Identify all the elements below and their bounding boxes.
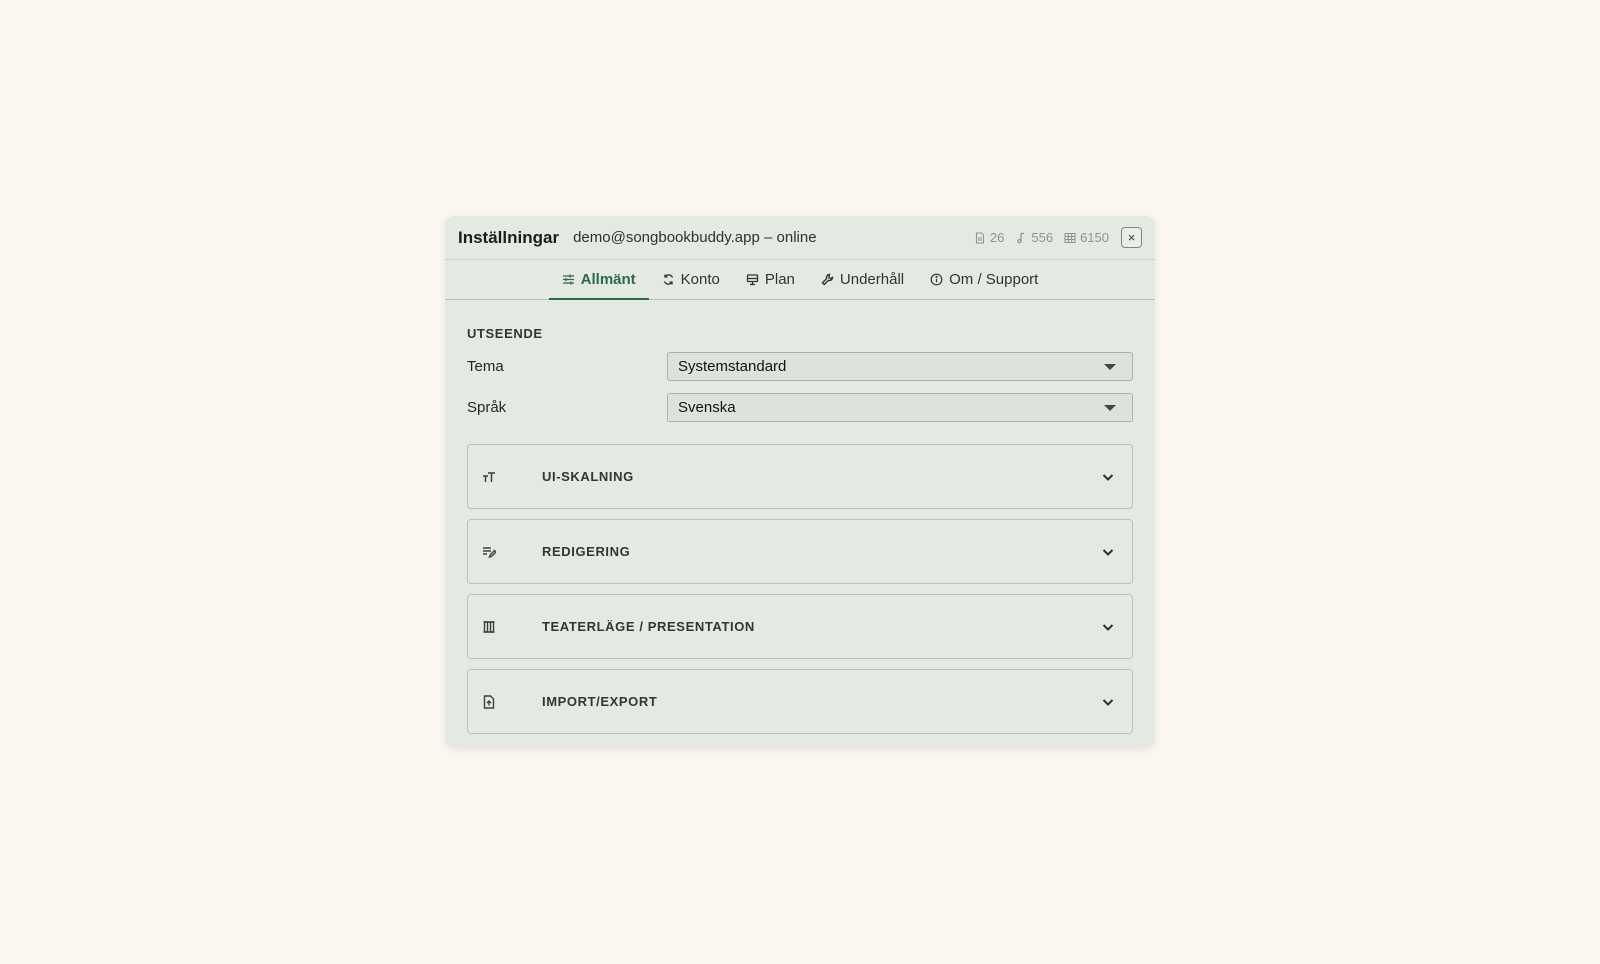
tab-konto[interactable]	[649, 260, 733, 299]
close-icon: ×	[1127, 230, 1136, 245]
stat-grid	[1064, 230, 1109, 245]
close-button[interactable]	[1121, 227, 1142, 248]
appearance-heading: UTSEENDE	[467, 326, 543, 341]
sync-icon	[662, 273, 675, 286]
tab-om-support[interactable]	[917, 260, 1051, 299]
tab-plan-label: Plan	[764, 271, 795, 288]
info-icon	[930, 273, 943, 286]
theme-select[interactable]	[667, 352, 1133, 381]
wrench-icon	[821, 273, 834, 286]
stats-bar	[974, 230, 1109, 245]
chevron-down-icon	[1100, 469, 1116, 485]
tab-konto-label: Konto	[680, 271, 720, 288]
settings-content	[445, 326, 1155, 734]
theme-row	[467, 351, 1133, 382]
stat-songs	[1015, 230, 1053, 245]
stat-grid-value: 6150	[1080, 230, 1109, 245]
theater-icon	[482, 620, 496, 634]
settings-sections	[467, 444, 1133, 734]
account-status: demo@songbookbuddy.app – online	[573, 229, 817, 246]
chevron-down-icon	[1100, 544, 1116, 560]
section-editing-label: REDIGERING	[542, 544, 631, 559]
caret-down-icon	[1104, 405, 1116, 411]
tab-underhall[interactable]	[808, 260, 917, 299]
settings-dialog	[445, 216, 1155, 748]
stat-songs-value: 556	[1031, 230, 1054, 245]
edit-lines-icon	[482, 545, 496, 559]
tab-plan[interactable]	[733, 260, 808, 299]
monitor-icon	[746, 273, 759, 286]
language-select[interactable]	[667, 393, 1133, 422]
stat-documents	[974, 230, 1004, 245]
section-editing[interactable]	[467, 519, 1133, 584]
tab-bar	[445, 260, 1155, 300]
dialog-title: Inställningar	[458, 227, 560, 247]
dialog-header	[445, 216, 1155, 260]
language-select-value: Svenska	[678, 399, 736, 416]
section-ui-scaling-label: UI-SKALNING	[542, 469, 634, 484]
music-note-icon	[1015, 232, 1027, 244]
grid-icon	[1064, 232, 1076, 244]
section-ui-scaling[interactable]	[467, 444, 1133, 509]
section-theater-mode[interactable]	[467, 594, 1133, 659]
tab-underhall-label: Underhåll	[839, 271, 905, 288]
sliders-icon	[562, 273, 575, 286]
tab-allmant[interactable]	[549, 260, 649, 299]
text-size-icon	[482, 470, 496, 484]
caret-down-icon	[1104, 364, 1116, 370]
language-row	[467, 392, 1133, 423]
stat-documents-value: 26	[989, 230, 1005, 245]
chevron-down-icon	[1100, 619, 1116, 635]
document-icon	[974, 232, 986, 244]
chevron-down-icon	[1100, 694, 1116, 710]
theme-label: Tema	[467, 358, 504, 375]
section-theater-mode-label: TEATERLÄGE / PRESENTATION	[542, 619, 755, 634]
language-label: Språk	[467, 399, 507, 416]
theme-select-value: Systemstandard	[678, 358, 787, 375]
section-import-export-label: IMPORT/EXPORT	[542, 694, 658, 709]
section-import-export[interactable]	[467, 669, 1133, 734]
tab-om-support-label: Om / Support	[949, 271, 1039, 288]
file-upload-icon	[482, 695, 496, 709]
tab-allmant-label: Allmänt	[580, 271, 636, 288]
